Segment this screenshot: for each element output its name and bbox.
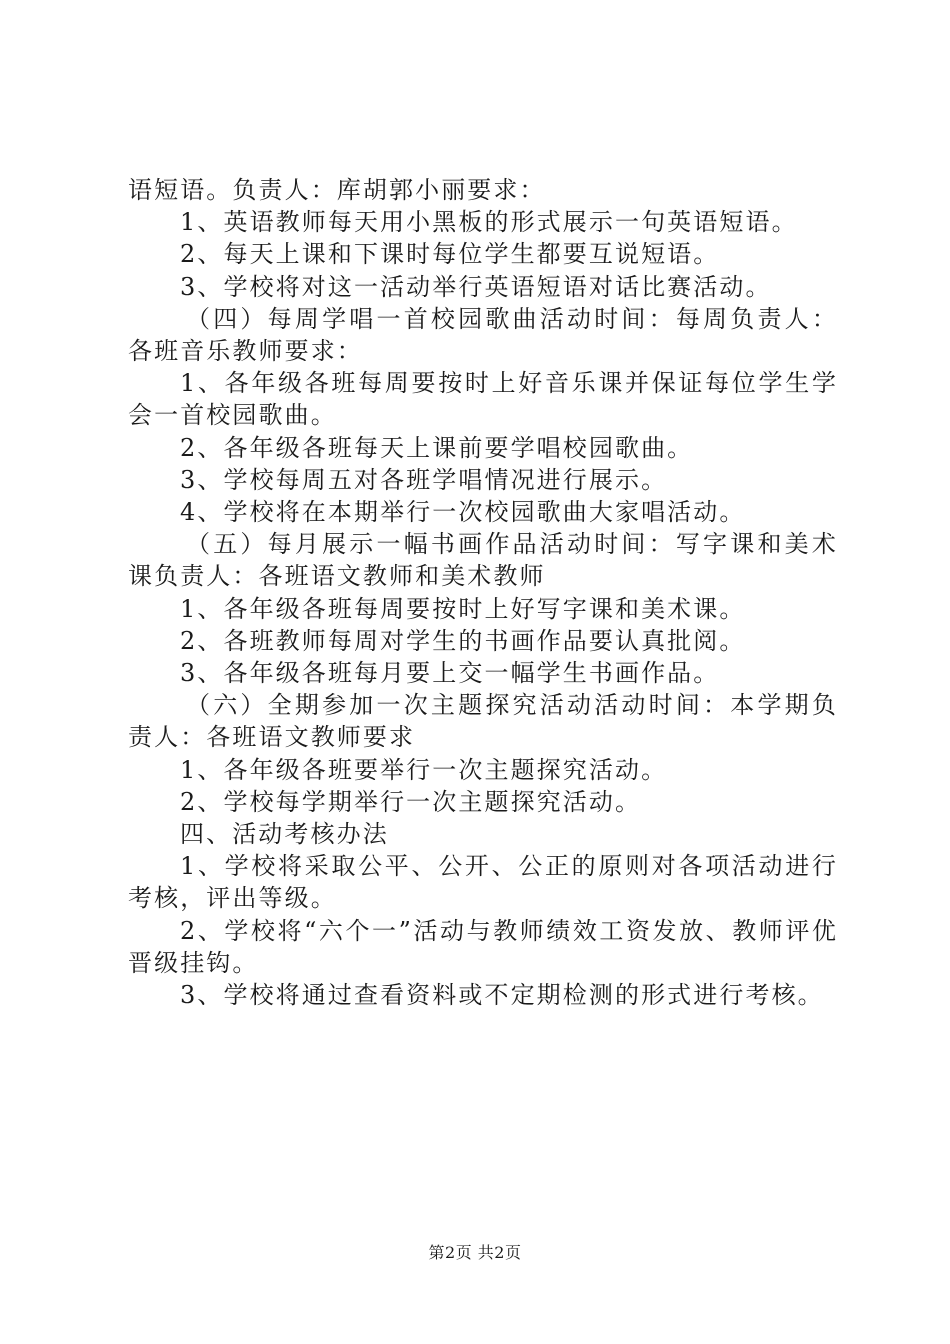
paragraph-8: 3、学校每周五对各班学唱情况进行展示。 bbox=[180, 465, 668, 494]
paragraph-16: 2、学校每学期举行一次主题探究活动。 bbox=[180, 787, 642, 816]
paragraph-3: 2、每天上课和下课时每位学生都要互说短语。 bbox=[180, 240, 720, 269]
section-heading-4: （四）每周学唱一首校园歌曲活动时间：每周负责人：各班音乐教师要求： bbox=[128, 304, 838, 366]
section-heading-5: （五）每月展示一幅书画作品活动时间：写字课和美术课负责人：各班语文教师和美术教师 bbox=[128, 530, 838, 591]
paragraph-1: 语短语。负责人：库胡郭小丽要求： bbox=[128, 176, 546, 204]
paragraph-13: 3、各年级各班每月要上交一幅学生书画作品。 bbox=[180, 659, 720, 688]
paragraph-6: 1、各年级各班每周要按时上好音乐课并保证每位学生学会一首校园歌曲。 bbox=[128, 369, 838, 430]
paragraph-4: 3、学校将对这一活动举行英语短语对话比赛活动。 bbox=[180, 272, 772, 301]
page-number-footer: 第2页 共2页 bbox=[428, 1243, 522, 1262]
section-heading-6: （六）全期参加一次主题探究活动活动时间：本学期负责人：各班语文教师要求 bbox=[128, 691, 838, 752]
paragraph-11: 1、各年级各班每周要按时上好写字课和美术课。 bbox=[180, 594, 746, 623]
document-body bbox=[128, 174, 838, 1011]
paragraph-20: 3、学校将通过查看资料或不定期检测的形式进行考核。 bbox=[180, 981, 824, 1010]
paragraph-18: 1、学校将采取公平、公开、公正的原则对各项活动进行考核，评出等级。 bbox=[128, 852, 838, 913]
paragraph-12: 2、各班教师每周对学生的书画作品要认真批阅。 bbox=[180, 626, 746, 655]
section-heading-assessment: 四、活动考核办法 bbox=[180, 820, 389, 849]
paragraph-9: 4、学校将在本期举行一次校园歌曲大家唱活动。 bbox=[180, 498, 746, 527]
paragraph-2: 1、英语教师每天用小黑板的形式展示一句英语短语。 bbox=[180, 208, 798, 237]
paragraph-15: 1、各年级各班要举行一次主题探究活动。 bbox=[180, 755, 668, 784]
paragraph-19: 2、学校将“六个一”活动与教师绩效工资发放、教师评优晋级挂钩。 bbox=[128, 916, 838, 977]
paragraph-7: 2、各年级各班每天上课前要学唱校园歌曲。 bbox=[180, 433, 694, 462]
